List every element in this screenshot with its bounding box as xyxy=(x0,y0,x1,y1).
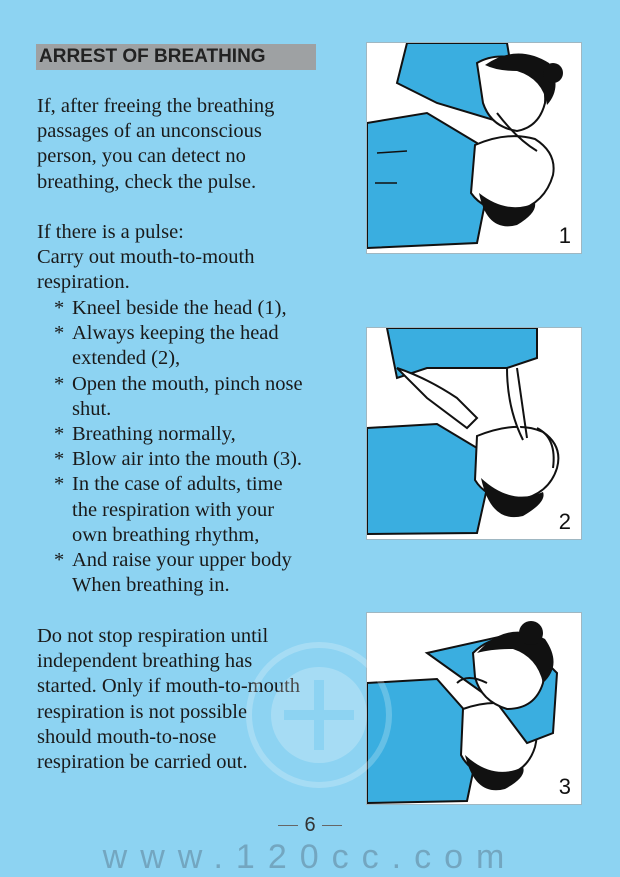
kneeling-rescuer-illustration xyxy=(367,43,581,253)
intro-paragraph: If, after freeing the breathing passages of an unconscious person, you can detect no breathing, check the pulse. xyxy=(37,95,275,193)
footer-url: www.120cc.com xyxy=(102,838,518,876)
head-tilt-illustration xyxy=(367,328,581,539)
list-item: * Blow air into the mouth (3). xyxy=(54,448,303,471)
panel-number: 1 xyxy=(558,223,571,248)
list-item: * Breathing normally, xyxy=(54,423,236,446)
mouth-to-mouth-illustration xyxy=(367,613,581,804)
steps-list xyxy=(54,296,354,598)
illustration-panel-2 xyxy=(366,327,582,540)
pulse-paragraph: If there is a pulse: Carry out mouth-to-mouth respiration. xyxy=(37,221,255,294)
list-item: * Kneel beside the head (1), xyxy=(54,297,287,319)
list-item: * Always keeping the head extended (2), xyxy=(54,322,279,370)
list-item: * Open the mouth, pinch nose shut. xyxy=(54,372,303,420)
illustration-panel-1 xyxy=(366,42,582,254)
panel-number: 3 xyxy=(558,774,571,799)
list-item: * In the case of adults, time the respiration with your own breathing rhythm, xyxy=(54,473,283,546)
section-heading: ARREST OF BREATHING xyxy=(36,44,316,70)
illustration-panel-3 xyxy=(366,612,582,805)
panel-number: 2 xyxy=(558,509,571,534)
list-item: * And raise your upper body When breathing in. xyxy=(54,549,292,597)
closing-paragraph: Do not stop respiration until independent breathing has started. Only if mouth-to-mouth respiration is not possible should mouth-to-nose respiration be carried out. xyxy=(37,625,301,774)
page-number: 6 xyxy=(260,814,360,837)
